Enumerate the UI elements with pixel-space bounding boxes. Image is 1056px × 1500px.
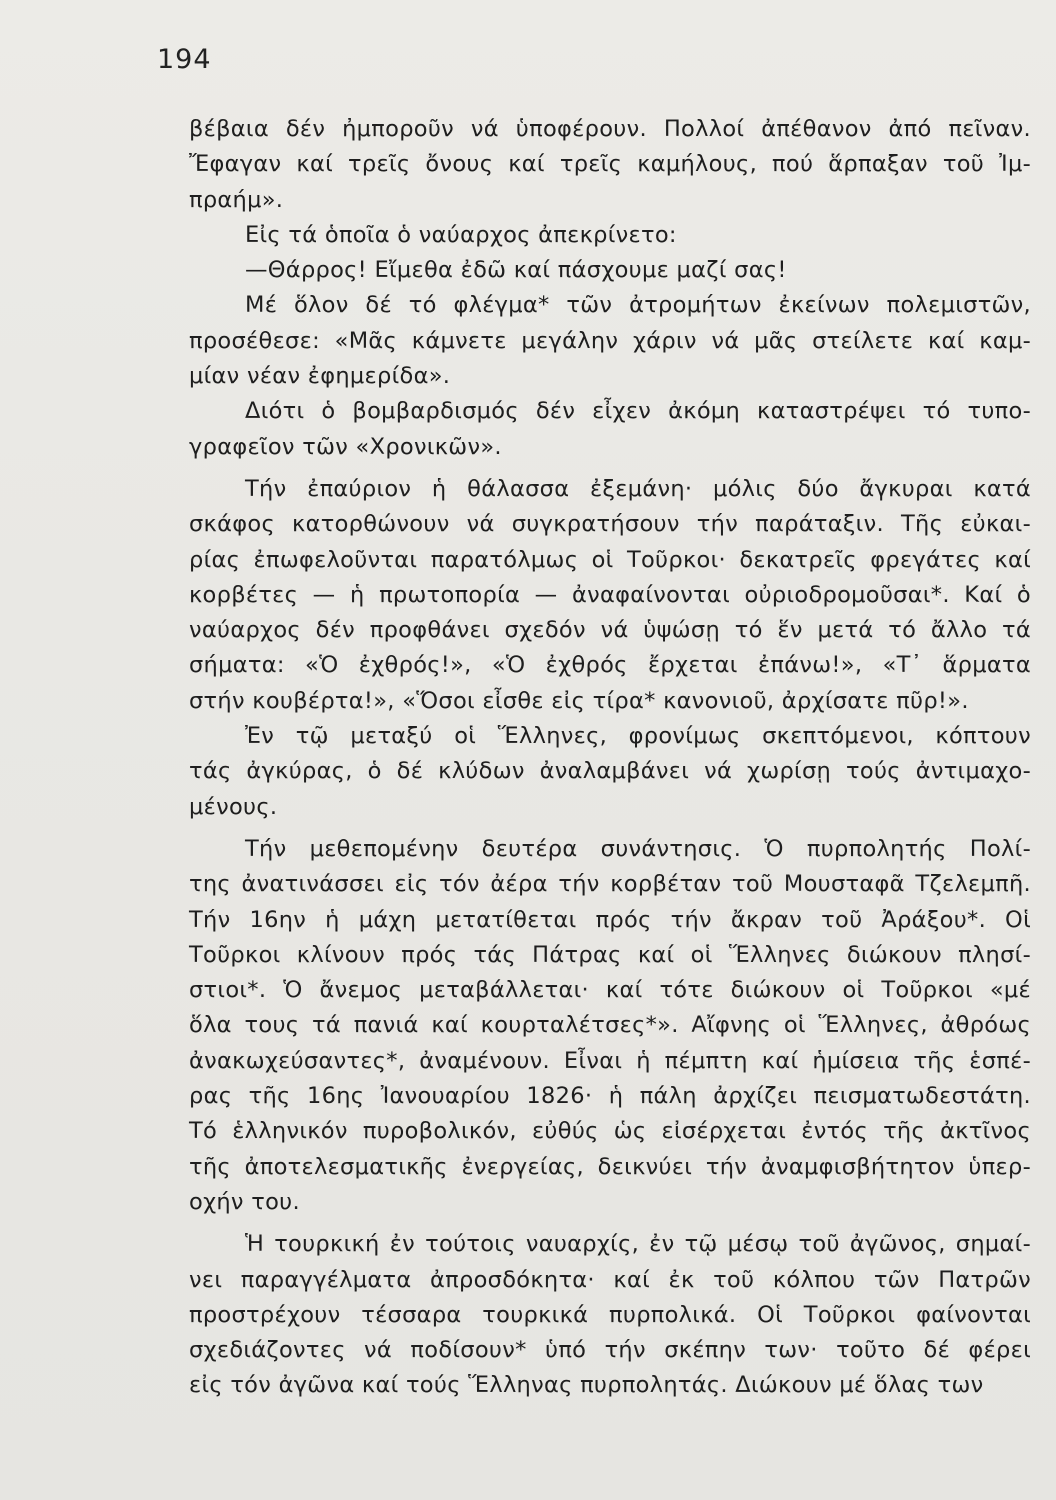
paragraph [189, 832, 1031, 1220]
text-line: κορβέτες — ἡ πρωτοπορία — ἀναφαίνονται οὐριοδρομοῦσαι*. Καί ὁ [189, 581, 1031, 608]
text-line: ρας τῆς 16ης Ἰανουαρίου 1826· ἡ πάλη ἀρχίζει πεισματωδεστάτη. [189, 1083, 1031, 1110]
text-line: στήν κουβέρτα!», «Ὅσοι εἶσθε εἰς τίρα* κανονιοῦ, ἀρχίσατε πῦρ!». [189, 687, 969, 714]
text-line: Μέ ὅλον δέ τό φλέγμα* τῶν ἀτρομήτων ἐκείνων πολεμιστῶν, [245, 292, 1031, 319]
text-line: οχήν του. [189, 1188, 300, 1215]
text-line: Τήν 16ην ἡ μάχη μετατίθεται πρός τήν ἄκραν τοῦ Ἀράξου*. Οἱ [189, 906, 1031, 933]
text-line: πραήμ». [189, 186, 284, 213]
text-line: μίαν νέαν ἐφημερίδα». [189, 363, 451, 390]
text-line: εἰς τόν ἀγῶνα καί τούς Ἕλληνας πυρπολητάς. Διώκουν μέ ὅλας των [189, 1372, 984, 1399]
paragraph [189, 472, 1031, 719]
text-line: βέβαια δέν ἠμποροῦν νά ὑποφέρουν. Πολλοί ἀπέθανον ἀπό πεῖναν. [189, 116, 1031, 142]
paragraph [189, 394, 1031, 465]
paragraph [189, 112, 1031, 218]
text-line: προσέθεσε: «Μᾶς κάμνετε μεγάλην χάριν νά μᾶς στείλετε καί καμ- [189, 327, 1031, 354]
text-line: ναύαρχος δέν προφθάνει σχεδόν νά ὑψώσῃ τό ἕν μετά τό ἄλλο τά [189, 617, 1031, 644]
page-number: 194 [157, 44, 212, 75]
text-line: σχεδιάζοντες νά ποδίσουν* ὑπό τήν σκέπην των· τοῦτο δέ φέρει [189, 1337, 1031, 1364]
text-line: της ἀνατινάσσει εἰς τόν ἀέρα τήν κορβέταν τοῦ Μουσταφᾶ Τζελεμπῆ. [189, 871, 1031, 898]
body-text [189, 112, 1031, 1404]
text-line: Διότι ὁ βομβαρδισμός δέν εἶχεν ἀκόμη καταστρέψει τό τυπο- [245, 398, 1031, 425]
text-line: στιοι*. Ὁ ἄνεμος μεταβάλλεται· καί τότε διώκουν οἱ Τοῦρκοι «μέ [189, 977, 1031, 1004]
text-line: ὅλα τους τά πανιά καί κουρταλέτσες*». Αἴφνης οἱ Ἕλληνες, ἀθρόως [189, 1012, 1031, 1039]
text-line: γραφεῖον τῶν «Χρονικῶν». [189, 433, 502, 460]
text-line: —Θάρρος! Εἴμεθα ἐδῶ καί πάσχουμε μαζί σας! [245, 257, 787, 284]
text-line: τάς ἀγκύρας, ὁ δέ κλύδων ἀναλαμβάνει νά χωρίσῃ τούς ἀντιμαχο- [189, 758, 1031, 785]
text-line: ἀνακωχεύσαντες*, ἀναμένουν. Εἶναι ἡ πέμπτη καί ἡμίσεια τῆς ἑσπέ- [189, 1047, 1031, 1074]
text-line: σκάφος κατορθώνουν νά συγκρατήσουν τήν παράταξιν. Τῆς εὐκαι- [189, 511, 1031, 538]
paragraph [189, 253, 1031, 288]
text-line: Ἔφαγαν καί τρεῖς ὄνους καί τρεῖς καμήλους, πού ἅρπαξαν τοῦ Ἰμ- [189, 151, 1031, 178]
text-line: Τήν μεθεπομένην δευτέρα συνάντησις. Ὁ πυρπολητής Πολί- [245, 835, 1031, 862]
text-line: Τοῦρκοι κλίνουν πρός τάς Πάτρας καί οἱ Ἕλληνες διώκουν πλησί- [189, 941, 1031, 968]
text-line: νει παραγγέλματα ἀπροσδόκητα· καί ἐκ τοῦ κόλπου τῶν Πατρῶν [189, 1266, 1031, 1293]
text-line: ρίας ἐπωφελοῦνται παρατόλμως οἱ Τοῦρκοι· δεκατρεῖς φρεγάτες καί [189, 546, 1031, 573]
text-line: Ἡ τουρκική ἐν τούτοις ναυαρχίς, ἐν τῷ μέσῳ τοῦ ἀγῶνος, σημαί- [245, 1231, 1031, 1258]
text-line: μένους. [189, 793, 278, 820]
paragraph [189, 218, 1031, 253]
text-line: σήματα: «Ὁ ἐχθρός!», «Ὁ ἐχθρός ἔρχεται ἐπάνω!», «Τ᾽ ἅρματα [189, 652, 1031, 679]
text-line: προστρέχουν τέσσαρα τουρκικά πυρπολικά. Οἱ Τοῦρκοι φαίνονται [189, 1301, 1031, 1328]
paragraph [189, 1227, 1031, 1403]
text-line: Τό ἑλληνικόν πυροβολικόν, εὐθύς ὡς εἰσέρχεται ἐντός τῆς ἀκτῖνος [189, 1118, 1031, 1145]
text-line: τῆς ἀποτελεσματικῆς ἐνεργείας, δεικνύει τήν ἀναμφισβήτητον ὑπερ- [189, 1153, 1031, 1180]
text-line: Εἰς τά ὁποῖα ὁ ναύαρχος ἀπεκρίνετο: [245, 221, 677, 248]
text-line: Ἐν τῷ μεταξύ οἱ Ἕλληνες, φρονίμως σκεπτόμενοι, κόπτουν [245, 723, 1031, 750]
text-line: Τήν ἐπαύριον ἡ θάλασσα ἐξεμάνη· μόλις δύο ἄγκυραι κατά [245, 475, 1031, 502]
paragraph [189, 288, 1031, 394]
paragraph [189, 719, 1031, 825]
